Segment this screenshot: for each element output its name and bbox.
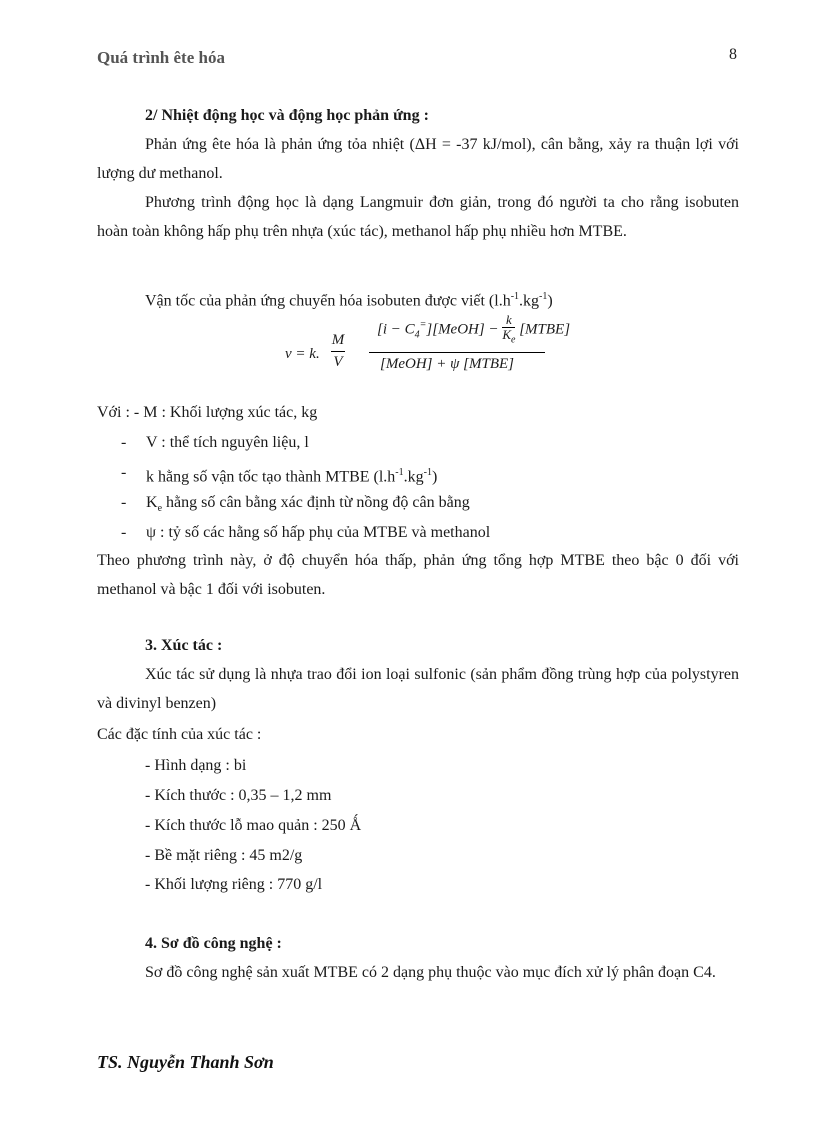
formula-numerator: $[i - C_4^=][MeOH]$ − $\frac{k}{K_e}$ [MTBE] (377, 312, 571, 346)
catalyst-property: - Hình dạng : bi (145, 757, 247, 774)
mass-volume-fraction: M V (331, 332, 345, 370)
section-3-paragraph: Xúc tác sử dụng là nhựa trao đổi ion loại sulfonic (sản phẩm đồng trùng hợp của polystyren và divinyl benzen) (97, 666, 739, 712)
footer-author: TS. Nguyễn Thanh Sơn (97, 1052, 274, 1072)
k-over-ke: $\frac{k}{K_e}$ (502, 312, 516, 346)
bullet-psi: ψ : tỷ số các hằng số hấp phụ của MTBE và methanol (146, 524, 491, 541)
section-2-paragraph-1: Phản ứng ête hóa là phản ứng tỏa nhiệt (ΔH = -37 kJ/mol), cân bằng, xảy ra thuận lợi với lượng dư methanol. (97, 136, 739, 182)
bullet-k: k hằng số vận tốc tạo thành MTBE $(l.h^{-1}.kg^{-1})$ (146, 467, 438, 486)
rate-intro: Vận tốc của phản ứng chuyển hóa isobuten được viết $(l.h^{-1}.kg^{-1})$ (145, 291, 553, 310)
catalyst-property: - Khối lượng riêng : 770 g/l (145, 876, 323, 893)
catalyst-property: - Bề mặt riêng : 45 m2/g (145, 847, 303, 864)
bullet-dash: - (121, 494, 127, 511)
section-3-heading: 3. Xúc tác : (145, 637, 223, 654)
catalyst-property: - Kích thước : 0,35 – 1,2 mm (145, 787, 332, 804)
formula-denominator: [MeOH] + ψ [MTBE] (380, 356, 515, 372)
page-number: 8 (729, 46, 737, 63)
catalyst-properties-intro: Các đặc tính của xúc tác : (97, 726, 262, 743)
section-2-heading: 2/ Nhiệt động học và động học phản ứng : (145, 107, 429, 124)
rate-equation: v = k. M V $[i - C_4^=][MeOH]$ − $\frac{k}{K_e}$ [MTBE] [MeOH] + ψ [MTBE] (285, 312, 571, 372)
catalyst-property: - Kích thước lỗ mao quản : 250 Ǻ (145, 817, 362, 834)
section-2-paragraph-2: Phương trình động học là dạng Langmuir đơn giản, trong đó người ta cho rằng isobuten hoàn toàn không hấp phụ trên nhựa (xúc tác), methanol hấp phụ nhiều hơn MTBE. (97, 194, 739, 240)
bullet-dash: - (121, 524, 127, 541)
bullet-dash: - (121, 434, 127, 451)
bullet-dash: - (121, 464, 127, 481)
bullet-ke: $K_e$ hằng số cân bằng xác định từ nồng độ cân bằng (146, 494, 470, 515)
section-4-heading: 4. Sơ đồ công nghệ : (145, 935, 282, 952)
bullet-v: V : thể tích nguyên liệu, l (146, 434, 309, 451)
header-title: Quá trình ête hóa (97, 48, 225, 67)
section-4-paragraph: Sơ đồ công nghệ sản xuất MTBE có 2 dạng phụ thuộc vào mục đích xử lý phân đoạn C4. (145, 964, 716, 981)
with-label: Với : - M : Khối lượng xúc tác, kg (97, 404, 318, 421)
section-2-conclusion: Theo phương trình này, ở độ chuyển hóa thấp, phản ứng tổng hợp MTBE theo bậc 0 đối với methanol và bậc 1 đối với isobuten. (97, 552, 739, 598)
